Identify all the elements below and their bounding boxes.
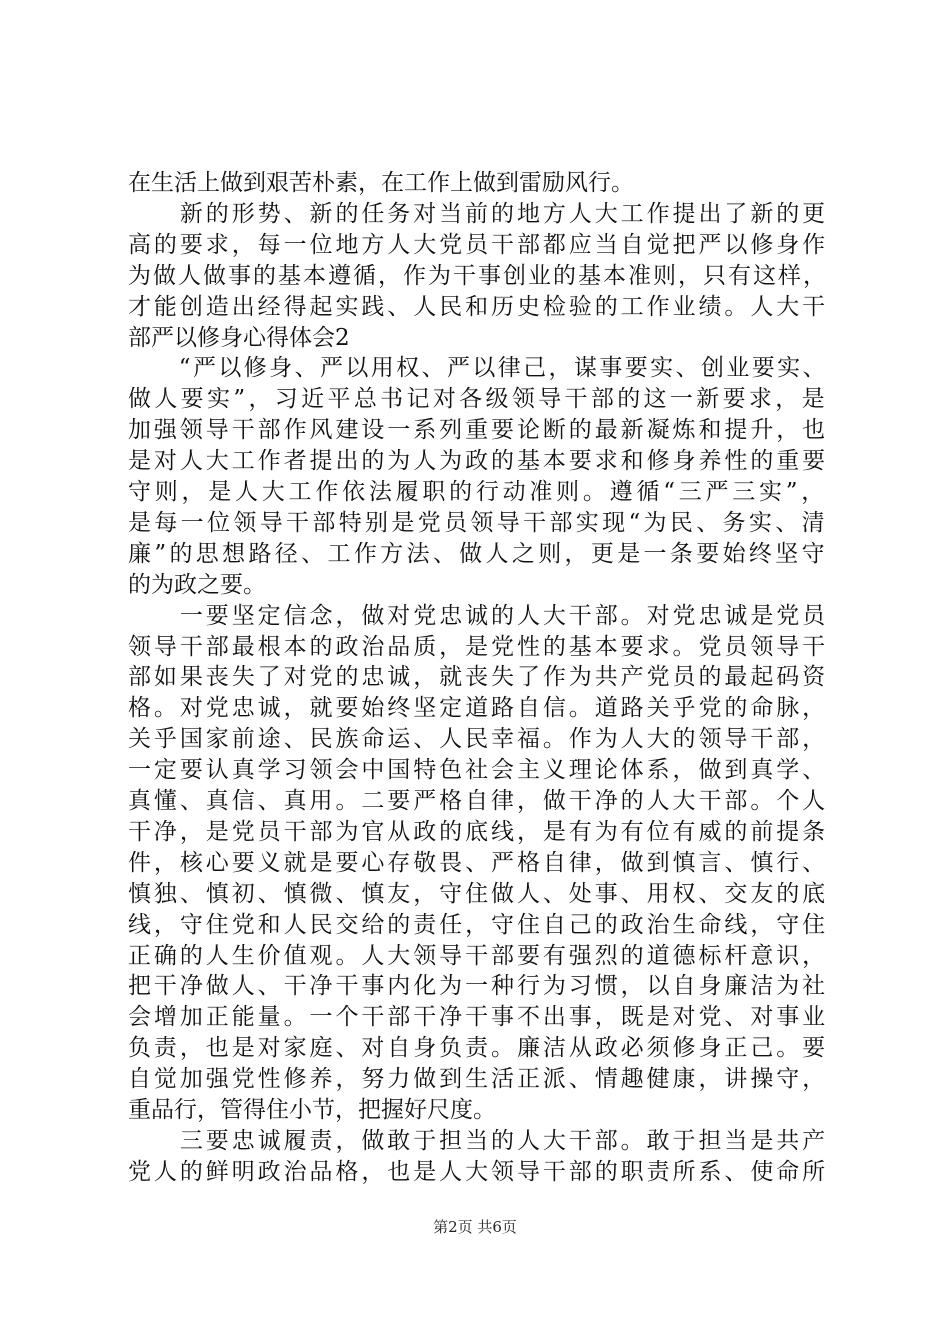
text-line: 真懂、真信、真用。二要严格自律，做干净的人大干部。个人 xyxy=(128,788,828,814)
text-line: 加强领导干部作风建设一系列重要论断的最新凝炼和提升，也 xyxy=(128,417,828,443)
text-line: 高的要求，每一位地方人大党员干部都应当自觉把严以修身作 xyxy=(128,232,828,258)
text-line: 线，守住党和人民交给的责任，守住自己的政治生命线，守住 xyxy=(128,912,828,938)
text-line: 三要忠诚履责，做敢于担当的人大干部。敢于担当是共产 xyxy=(128,1128,828,1154)
text-line: 慎独、慎初、慎微、慎友，守住做人、处事、用权、交友的底 xyxy=(128,881,828,907)
text-line: 会增加正能量。一个干部干净干事不出事，既是对党、对事业 xyxy=(128,1004,828,1030)
text-line: 正确的人生价值观。人大领导干部要有强烈的道德标杆意识， xyxy=(128,943,828,969)
text-line: 干净，是党员干部为官从政的底线，是有为有位有威的前提条 xyxy=(128,819,828,845)
text-line: 的为政之要。 xyxy=(128,572,266,598)
text-line: 部严以修身心得体会2 xyxy=(128,325,350,351)
text-line: 一要坚定信念，做对党忠诚的人大干部。对党忠诚是党员 xyxy=(128,603,828,629)
text-line: 领导干部最根本的政治品质，是党性的基本要求。党员领导干 xyxy=(128,634,828,660)
page-footer: 第2页 共6页 xyxy=(433,1218,517,1236)
text-line: 重品行，管得住小节，把握好尺度。 xyxy=(128,1097,496,1123)
text-line: 件，核心要义就是要心存敬畏、严格自律，做到慎言、慎行、 xyxy=(128,850,828,876)
text-line: 把干净做人、干净干事内化为一种行为习惯，以自身廉洁为社 xyxy=(128,973,828,999)
text-line: 守则，是人大工作依法履职的行动准则。遵循“三严三实”， xyxy=(128,479,828,505)
text-line: 党人的鲜明政治品格，也是人大领导干部的职责所系、使命所 xyxy=(128,1159,828,1185)
text-line: 做人要实”，习近平总书记对各级领导干部的这一新要求，是 xyxy=(128,386,828,412)
text-line: 关乎国家前途、民族命运、人民幸福。作为人大的领导干部， xyxy=(128,726,828,752)
text-line: 部如果丧失了对党的忠诚，就丧失了作为共产党员的最起码资 xyxy=(128,664,828,690)
text-line: 负责，也是对家庭、对自身负责。廉洁从政必须修身正己。要 xyxy=(128,1035,828,1061)
text-line: 廉”的思想路径、工作方法、做人之则，更是一条要始终坚守 xyxy=(128,541,828,567)
text-line: 一定要认真学习领会中国特色社会主义理论体系，做到真学、 xyxy=(128,757,828,783)
text-line: 是对人大工作者提出的为人为政的基本要求和修身养性的重要 xyxy=(128,448,828,474)
text-line: 为做人做事的基本遵循，作为干事创业的基本准则，只有这样， xyxy=(128,263,828,289)
text-line: 格。对党忠诚，就要始终坚定道路自信。道路关乎党的命脉， xyxy=(128,695,828,721)
text-line: 是每一位领导干部特别是党员领导干部实现“为民、务实、清 xyxy=(128,510,828,536)
text-line: 新的形势、新的任务对当前的地方人大工作提出了新的更 xyxy=(128,201,828,227)
text-line: 自觉加强党性修养，努力做到生活正派、情趣健康，讲操守， xyxy=(128,1066,828,1092)
text-line: 才能创造出经得起实践、人民和历史检验的工作业绩。人大干 xyxy=(128,294,828,320)
text-line: 在生活上做到艰苦朴素，在工作上做到雷励风行。 xyxy=(128,170,634,196)
text-line: “严以修身、严以用权、严以律己，谋事要实、创业要实、 xyxy=(128,355,828,381)
